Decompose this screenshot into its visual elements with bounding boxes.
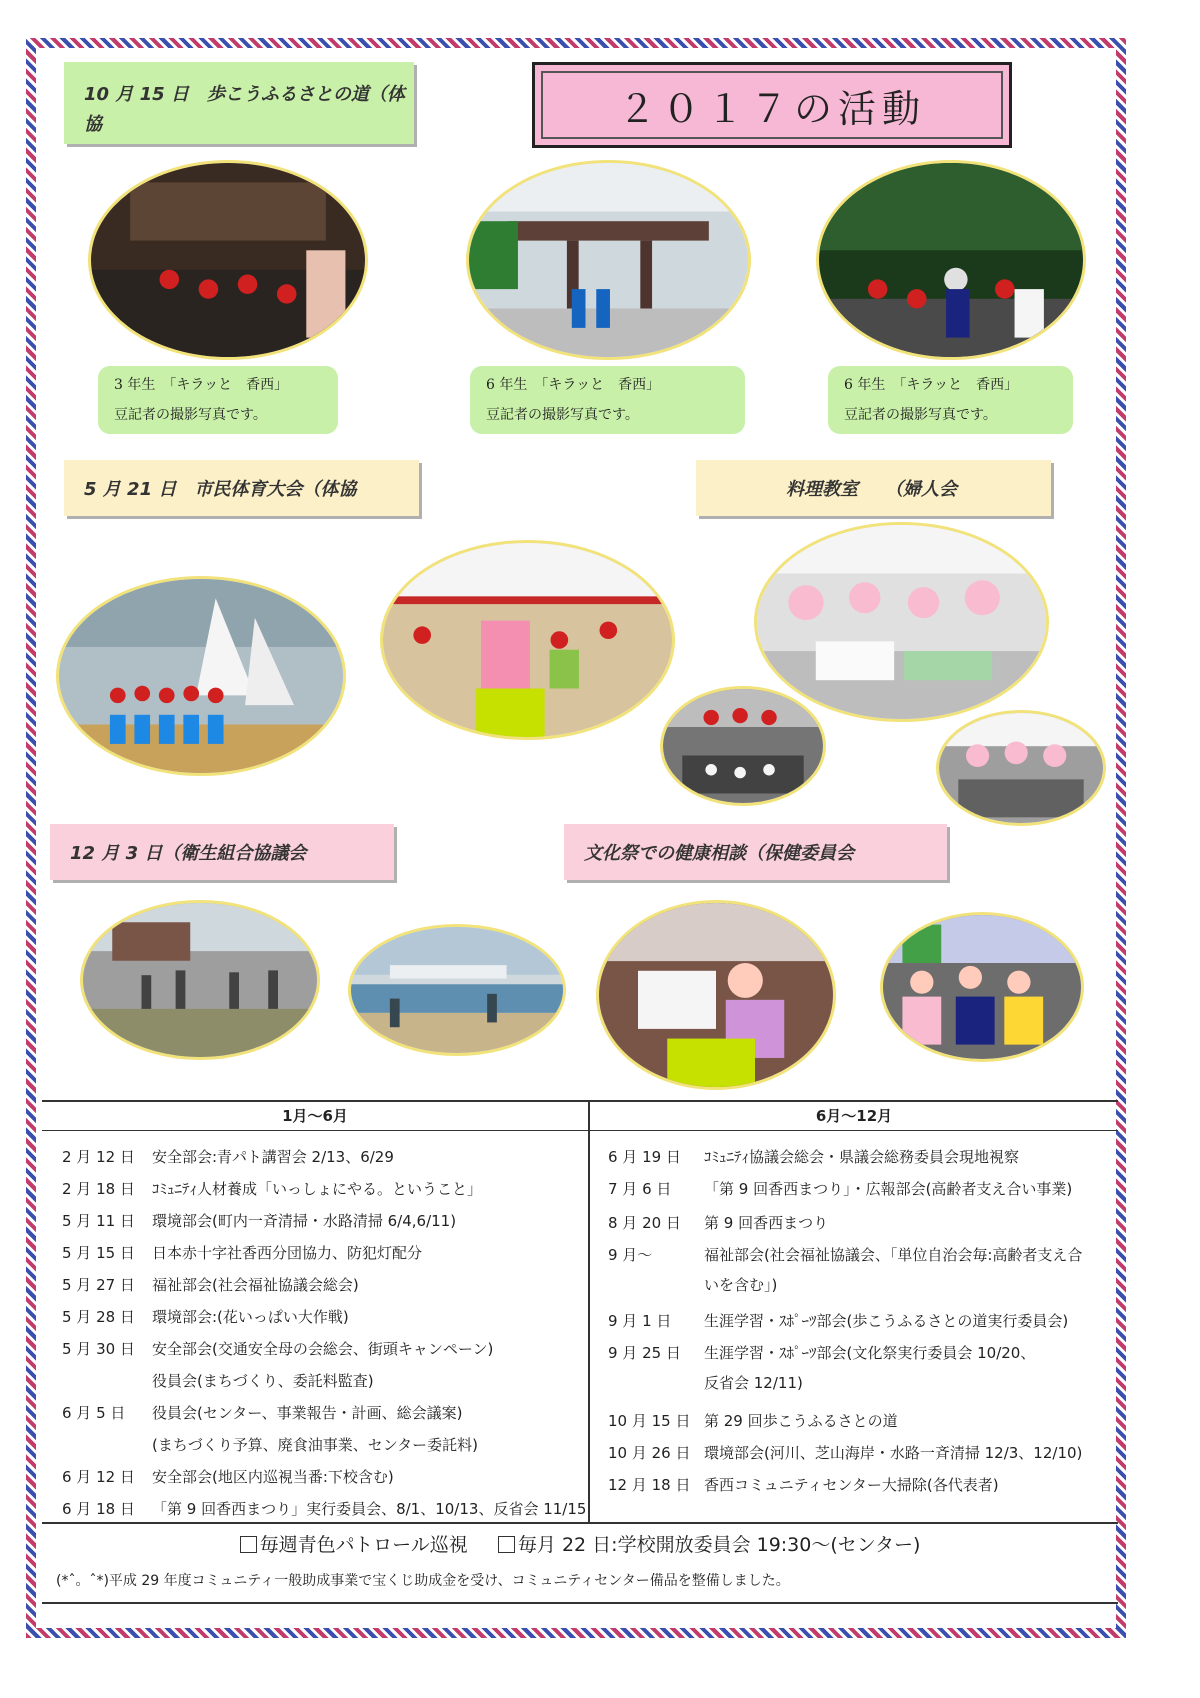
caption-1: 3 年生 「キラッと 香西」 豆記者の撮影写真です。 — [98, 366, 338, 434]
schedule-text: 役員会(センター、事業報告・計画、総会議案) — [152, 1404, 463, 1422]
photo-walk-2 — [466, 160, 751, 360]
schedule-text: 安全部会(交通安全母の会総会、街頭キャンペーン) — [152, 1340, 494, 1358]
patrol-item-2: 毎月 22 日:学校開放委員会 19:30～(センター) — [517, 1534, 921, 1556]
label-sanitation: 12 月 3 日（衛生組合協議会 — [50, 824, 394, 880]
photo-walk-3 — [816, 160, 1086, 360]
schedule-left-row — [62, 1210, 456, 1231]
schedule-right-row — [608, 1274, 777, 1295]
page-title: ２０１７の活動 — [532, 62, 1012, 148]
schedule-right-row — [608, 1212, 828, 1233]
schedule-text: 環境部会(町内一斉清掃・水路清掃 6/4,6/11) — [152, 1212, 457, 1230]
schedule-text: 環境部会(河川、芝山海岸・水路一斉清掃 12/3、12/10) — [704, 1444, 1083, 1462]
caption-2: 6 年生 「キラッと 香西」 豆記者の撮影写真です。 — [470, 366, 745, 434]
schedule-text: 安全部会:青パト講習会 2/13、6/29 — [152, 1148, 394, 1166]
schedule-text: 安全部会(地区内巡視当番:下校含む) — [152, 1468, 394, 1486]
schedule-left-row — [62, 1274, 359, 1295]
footnote: (*ˆ。ˆ*)平成 29 年度コミュニティ一般助成事業で宝くじ助成金を受け、コミュニティセンター備品を整備しました。 — [56, 1573, 790, 1589]
patrol-item-1: 毎週青色パトロール巡視 — [259, 1534, 468, 1556]
photo-sanitation-2 — [348, 924, 566, 1056]
schedule-date: 6 月 5 日 — [62, 1404, 126, 1422]
schedule-text: 生涯学習・ｽﾎﾟｰﾂ部会(歩こうふるさとの道実行委員会) — [704, 1312, 1069, 1330]
schedule-date: 5 月 11 日 — [62, 1212, 135, 1230]
schedule-right-row — [608, 1442, 1082, 1463]
schedule-header-right: 6月～12月 — [590, 1102, 1118, 1131]
schedule-left-row — [62, 1498, 586, 1519]
caption-3: 6 年生 「キラッと 香西」 豆記者の撮影写真です。 — [828, 366, 1073, 434]
schedule-text: 「第 9 回香西まつり」実行委員会、8/1、10/13、反省会 11/15 — [152, 1500, 587, 1518]
schedule-date: 2 月 12 日 — [62, 1148, 135, 1166]
photo-health-2 — [880, 912, 1084, 1062]
photo-walk-1 — [88, 160, 368, 360]
schedule-text: ｺﾐｭﾆﾃｨ人材養成「いっしょにやる。ということ」 — [152, 1180, 483, 1198]
schedule-right-row — [608, 1372, 803, 1393]
schedule-left-row — [62, 1146, 394, 1167]
schedule-date: 10 月 26 日 — [608, 1444, 691, 1462]
schedule-text: 香西コミュニティセンター大掃除(各代表者) — [704, 1476, 999, 1494]
schedule-left-row — [62, 1338, 493, 1359]
schedule-date: 5 月 27 日 — [62, 1276, 135, 1294]
schedule-left-row — [62, 1466, 394, 1487]
schedule-right-row — [608, 1178, 1072, 1199]
photo-sports-1 — [56, 576, 346, 776]
schedule-date: 9 月 1 日 — [608, 1312, 672, 1330]
schedule-left-row — [62, 1402, 463, 1423]
schedule-right-row — [608, 1146, 1019, 1167]
schedule-date: 10 月 15 日 — [608, 1412, 691, 1430]
schedule-left-row — [62, 1178, 482, 1199]
label-sports: 5 月 21 日 市民体育大会（体協 — [64, 460, 419, 516]
schedule-divider — [588, 1102, 590, 1522]
schedule-header-left: 1月～6月 — [42, 1102, 588, 1131]
schedule-text: 役員会(まちづくり、委託料監査) — [152, 1372, 374, 1390]
schedule-text: 日本赤十字社香西分団協力、防犯灯配分 — [152, 1244, 423, 1262]
checkbox-icon — [240, 1536, 257, 1553]
schedule-date: 2 月 18 日 — [62, 1180, 135, 1198]
schedule-date: 5 月 28 日 — [62, 1308, 135, 1326]
schedule-left-row — [62, 1370, 374, 1391]
schedule-text: 環境部会:(花いっぱい大作戦) — [152, 1308, 349, 1326]
schedule-date: 8 月 20 日 — [608, 1214, 681, 1232]
schedule-right-row — [608, 1310, 1068, 1331]
label-health: 文化祭での健康相談（保健委員会 — [564, 824, 947, 880]
schedule-right-row — [608, 1244, 1082, 1265]
schedule-right-row — [608, 1342, 1035, 1363]
photo-cooking-2 — [660, 686, 826, 806]
schedule-text: 第 9 回香西まつり — [704, 1214, 829, 1232]
schedule-text: 福祉部会(社会福祉協議会、「単位自治会毎:高齢者支え合 — [704, 1246, 1083, 1264]
schedule-text: ｺﾐｭﾆﾃｨ協議会総会・県議会総務委員会現地視察 — [704, 1148, 1020, 1166]
schedule-right-row — [608, 1474, 999, 1495]
schedule-date: 9 月～ — [608, 1246, 653, 1264]
label-walk: 10 月 15 日 歩こうふるさとの道（体協 — [64, 62, 414, 144]
schedule-left-row — [62, 1434, 478, 1455]
photo-cooking-1 — [754, 522, 1049, 722]
schedule-right-row — [608, 1410, 898, 1431]
photo-cooking-3 — [936, 710, 1106, 826]
schedule-date: 9 月 25 日 — [608, 1344, 681, 1362]
schedule-left-row — [62, 1306, 349, 1327]
schedule-text: 福祉部会(社会福祉協議会総会) — [152, 1276, 359, 1294]
schedule-table — [42, 1100, 1118, 1604]
schedule-left-row — [62, 1242, 422, 1263]
schedule-text: 生涯学習・ｽﾎﾟｰﾂ部会(文化祭実行委員会 10/20、 — [704, 1344, 1036, 1362]
checkbox-icon — [498, 1536, 515, 1553]
schedule-date: 6 月 12 日 — [62, 1468, 135, 1486]
schedule-text: (まちづくり予算、廃食油事業、センター委託料) — [152, 1436, 478, 1454]
photo-health-1 — [596, 900, 836, 1090]
patrol-line — [42, 1530, 1118, 1557]
photo-sanitation-1 — [80, 900, 320, 1060]
schedule-date: 6 月 19 日 — [608, 1148, 681, 1166]
schedule-text: 第 29 回歩こうふるさとの道 — [704, 1412, 898, 1430]
schedule-date: 5 月 30 日 — [62, 1340, 135, 1358]
label-cooking: 料理教室 （婦人会 — [696, 460, 1051, 516]
schedule-date: 12 月 18 日 — [608, 1476, 691, 1494]
photo-sports-2 — [380, 540, 675, 740]
schedule-text: 「第 9 回香西まつり」・広報部会(高齢者支え合い事業) — [704, 1180, 1073, 1198]
schedule-date: 7 月 6 日 — [608, 1180, 672, 1198]
schedule-text: いを含む」) — [704, 1276, 778, 1294]
schedule-footer-line — [42, 1522, 1118, 1524]
schedule-date: 6 月 18 日 — [62, 1500, 135, 1518]
schedule-text: 反省会 12/11) — [704, 1374, 803, 1392]
schedule-date: 5 月 15 日 — [62, 1244, 135, 1262]
